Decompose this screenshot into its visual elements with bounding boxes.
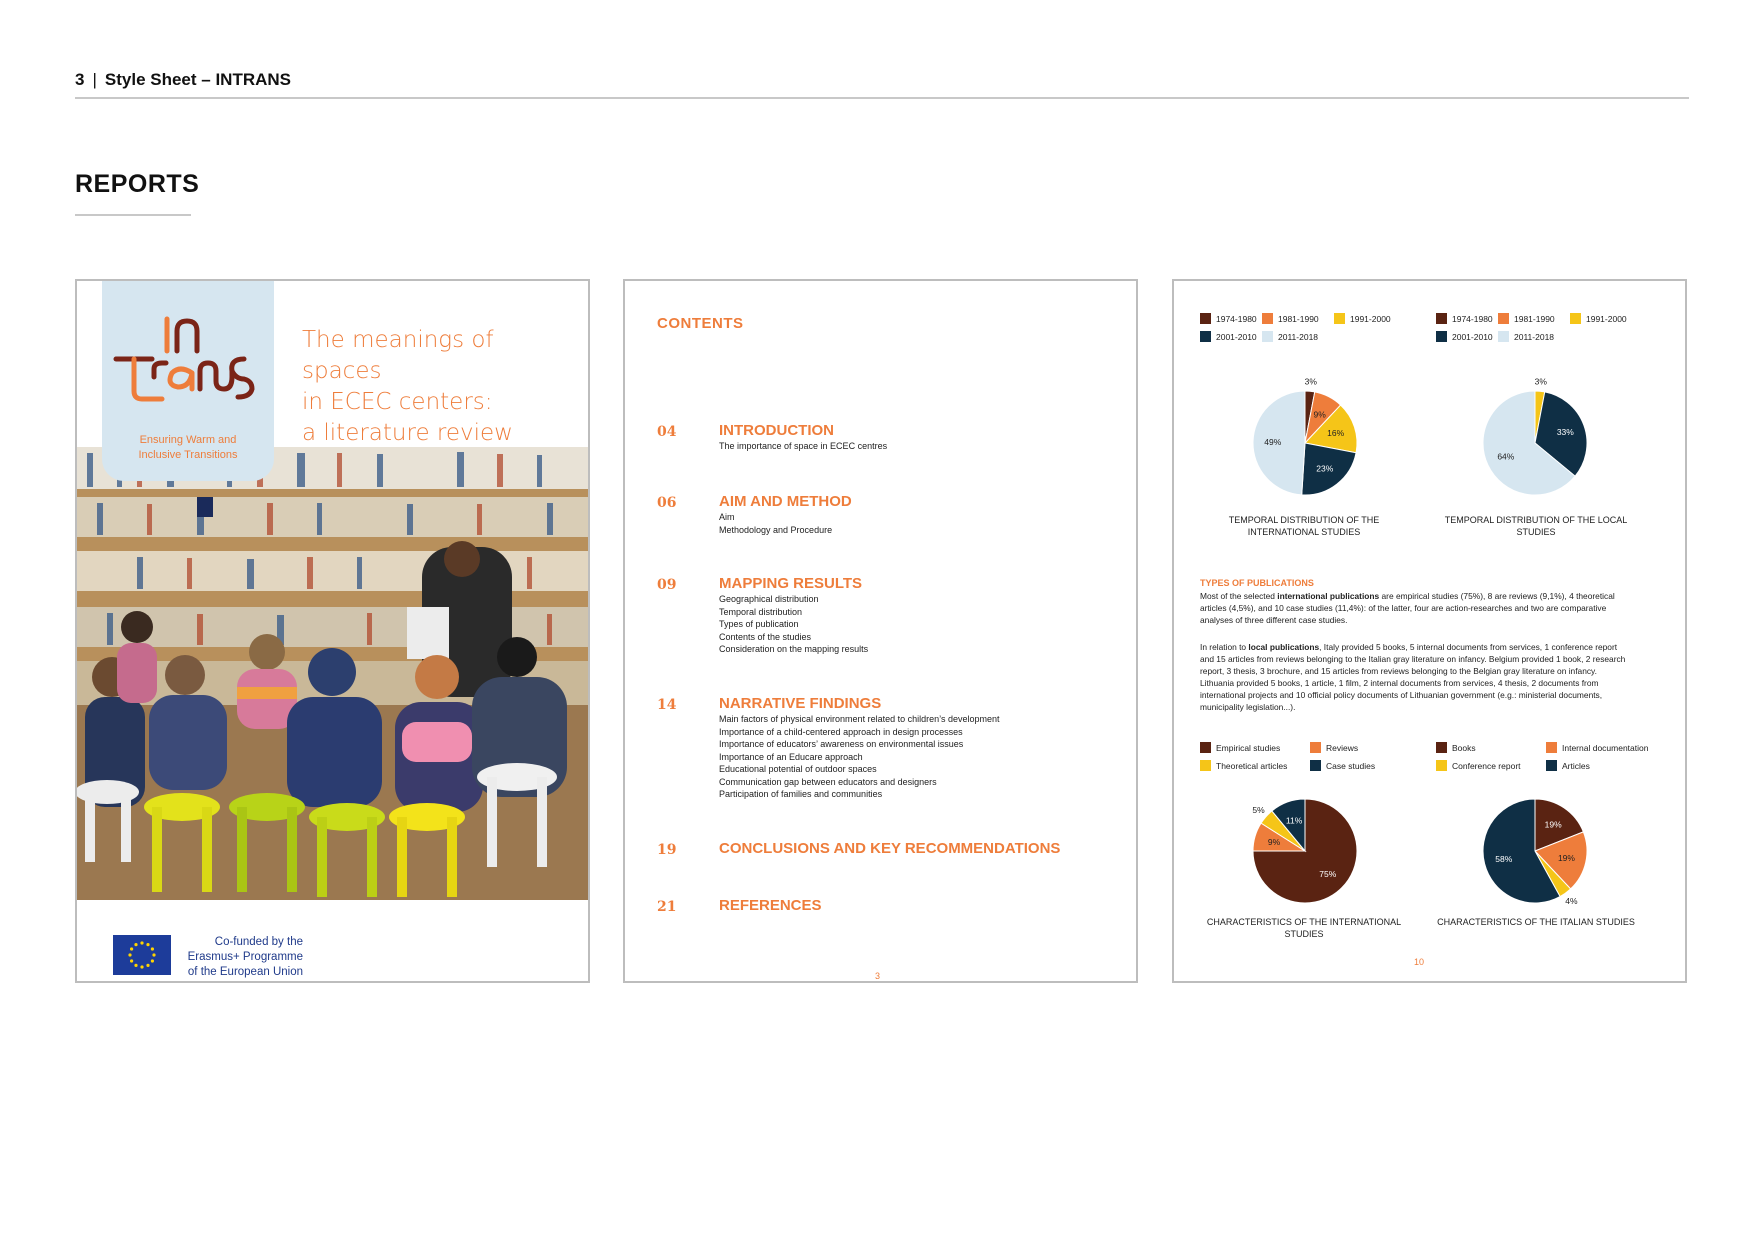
legend-item bbox=[1498, 331, 1554, 342]
chart-legend-temporal-international bbox=[1200, 313, 1420, 349]
toc-entry-page: 09 bbox=[657, 577, 677, 593]
legend-swatch bbox=[1436, 742, 1447, 753]
cover-title-line3: a literature review bbox=[302, 420, 513, 446]
pie-slice-label: 64% bbox=[1497, 451, 1515, 462]
pie-chart-temporal-local bbox=[1450, 373, 1620, 503]
legend-item bbox=[1570, 313, 1627, 324]
toc-sub-item: Methodology and Procedure bbox=[719, 524, 833, 535]
legend-label: 1981-1990 bbox=[1278, 314, 1319, 324]
header-page-number: 3 bbox=[75, 70, 85, 89]
legend-swatch bbox=[1546, 760, 1557, 771]
legend-swatch bbox=[1310, 760, 1321, 771]
legend-item bbox=[1546, 760, 1590, 771]
legend-item bbox=[1200, 313, 1257, 324]
toc-entry-page: 04 bbox=[657, 424, 677, 440]
pie-slice-label: 4% bbox=[1565, 896, 1578, 907]
toc-sub-item: Temporal distribution bbox=[719, 606, 803, 617]
legend-label: Internal documentation bbox=[1562, 743, 1649, 753]
toc-sub-item: Main factors of physical environment related to children’s development bbox=[719, 714, 1000, 724]
report-cover-page bbox=[75, 279, 590, 983]
charts-page-number: 10 bbox=[1414, 957, 1425, 967]
pie-slice-label: 58% bbox=[1495, 854, 1513, 865]
legend-item bbox=[1334, 313, 1391, 324]
legend-item bbox=[1498, 313, 1555, 324]
legend-label: Articles bbox=[1562, 761, 1590, 771]
toc-entry-title: MAPPING RESULTS bbox=[719, 575, 863, 592]
legend-label: Theoretical articles bbox=[1216, 761, 1288, 771]
legend-item bbox=[1262, 313, 1319, 324]
toc-entry-subs bbox=[719, 593, 868, 656]
eu-text-line1: Co-funded by the bbox=[214, 936, 303, 948]
pie-slice-label: 19% bbox=[1544, 819, 1562, 830]
chart-caption-temporal-local: TEMPORAL DISTRIBUTION OF THE LOCAL STUDIES bbox=[1444, 515, 1628, 537]
legend-item bbox=[1200, 331, 1257, 342]
legend-item bbox=[1310, 742, 1358, 753]
types-of-publications-heading: TYPES OF PUBLICATIONS bbox=[1200, 578, 1314, 588]
legend-label: 2001-2010 bbox=[1452, 332, 1493, 342]
legend-item bbox=[1436, 760, 1521, 771]
header-title: Style Sheet – INTRANS bbox=[104, 70, 291, 89]
legend-item bbox=[1200, 760, 1287, 771]
toc-entry-title: REFERENCES bbox=[719, 897, 822, 914]
legend-item bbox=[1546, 742, 1648, 753]
legend-label: Empirical studies bbox=[1216, 743, 1281, 753]
contents-heading: CONTENTS bbox=[657, 315, 744, 332]
pie-slice-label: 33% bbox=[1556, 427, 1574, 438]
cover-title bbox=[302, 325, 572, 449]
toc-entry-subs bbox=[719, 511, 832, 536]
cover-title-line2: in ECEC centers: bbox=[302, 389, 493, 415]
legend-swatch bbox=[1200, 742, 1211, 753]
cover-title-line1: The meanings of spaces bbox=[302, 327, 494, 384]
toc-sub-item: Contents of the studies bbox=[719, 631, 812, 642]
legend-label: Reviews bbox=[1326, 743, 1359, 753]
legend-item bbox=[1262, 331, 1318, 342]
toc-sub-item: Aim bbox=[719, 512, 735, 522]
toc-sub-item: Educational potential of outdoor spaces bbox=[719, 764, 877, 774]
legend-swatch bbox=[1200, 760, 1211, 771]
legend-label: Conference report bbox=[1452, 761, 1521, 771]
pie-chart-international-characteristics bbox=[1220, 791, 1390, 911]
legend-label: 1974-1980 bbox=[1452, 314, 1493, 324]
legend-label: 1991-2000 bbox=[1350, 314, 1391, 324]
report-charts-page bbox=[1172, 279, 1687, 983]
toc-entry-subs bbox=[719, 713, 999, 801]
report-contents-page bbox=[623, 279, 1138, 983]
logo-subtitle-line1: Ensuring Warm and bbox=[139, 434, 237, 446]
toc-entry-page: 21 bbox=[657, 899, 677, 915]
section-underline bbox=[75, 214, 191, 216]
pie-slice-label: 3% bbox=[1534, 376, 1547, 387]
pie-slice-label: 49% bbox=[1264, 436, 1282, 447]
toc-entry-subs bbox=[719, 440, 887, 453]
pie-slice-label: 16% bbox=[1327, 428, 1345, 439]
legend-swatch bbox=[1570, 313, 1581, 324]
legend-swatch bbox=[1498, 313, 1509, 324]
toc-sub-item: Types of publication bbox=[719, 619, 799, 629]
legend-swatch bbox=[1262, 331, 1273, 342]
toc-sub-item: Communication gap between educators and designers bbox=[719, 776, 937, 787]
legend-swatch bbox=[1310, 742, 1321, 753]
legend-label: 2001-2010 bbox=[1216, 332, 1257, 342]
toc-sub-item: Participation of families and communities bbox=[719, 789, 883, 799]
legend-label: Books bbox=[1452, 743, 1476, 753]
page-header bbox=[75, 70, 291, 90]
chart-legend-temporal-local bbox=[1436, 313, 1656, 349]
legend-item bbox=[1310, 760, 1375, 771]
logo-subtitle bbox=[102, 433, 274, 463]
eu-flag-icon bbox=[113, 935, 171, 975]
header-divider bbox=[75, 97, 1689, 99]
toc-sub-item: Importance of educators’ awareness on environmental issues bbox=[719, 739, 964, 749]
toc-sub-item: The importance of space in ECEC centres bbox=[719, 441, 888, 451]
pie-slice-label: 9% bbox=[1267, 837, 1281, 848]
toc-sub-item: Importance of a child-centered approach in design processes bbox=[719, 726, 963, 737]
contents-page-number: 3 bbox=[875, 971, 881, 981]
intrans-logo bbox=[102, 281, 274, 481]
toc-entry-title: CONCLUSIONS AND KEY RECOMMENDATIONS bbox=[719, 840, 1061, 857]
pie-slice-label: 23% bbox=[1316, 463, 1334, 474]
legend-item bbox=[1436, 313, 1493, 324]
legend-item bbox=[1200, 742, 1280, 753]
pie-slice-label: 5% bbox=[1252, 804, 1265, 815]
legend-swatch bbox=[1334, 313, 1345, 324]
toc-entry-page: 14 bbox=[657, 697, 677, 713]
legend-swatch bbox=[1200, 331, 1211, 342]
types-paragraph-2: In relation to local publications, Italy provided 5 books, 5 internal documents from services, 1 conference report and 15 articles from reviews belonging to the Italian gray literature on infancy. Belgium provided 1 book, 2 research report, 3 thesis, 3 brochure, and 15 articles from reviews belonging to the Belgian gray literature on infancy. Lithuania provided 5 books, 1 article, 1 film, 2 internal documents from services, 4 thesis, 2 documents from international projects and 10 official policy documents of Lithuanian government (e.g.: ministerial documents, municipality legislation...). bbox=[1200, 642, 1626, 712]
legend-label: 1981-1990 bbox=[1514, 314, 1555, 324]
legend-swatch bbox=[1200, 313, 1211, 324]
toc-sub-item: Importance of an Educare approach bbox=[719, 751, 863, 762]
toc-entry-page: 19 bbox=[657, 842, 677, 858]
toc-entry-title: NARRATIVE FINDINGS bbox=[719, 695, 882, 712]
chart-caption-international-characteristics: CHARACTERISTICS OF THE INTERNATIONAL STUDIES bbox=[1206, 917, 1402, 939]
types-paragraph-1: Most of the selected international publications are empirical studies (75%), 8 are reviews (9,1%), 4 theoretical articles (4,5%), and 10 case studies (11,4%): of the latter, four are action-researches and two are comparative analyses of three different case studies. bbox=[1200, 591, 1615, 625]
section-title: REPORTS bbox=[75, 170, 200, 198]
chart-caption-italian-characteristics: CHARACTERISTICS OF THE ITALIAN STUDIES bbox=[1437, 917, 1635, 927]
toc-entry-page: 06 bbox=[657, 495, 677, 511]
toc-entry-title: INTRODUCTION bbox=[719, 422, 834, 439]
legend-swatch bbox=[1436, 760, 1447, 771]
eu-text-line3: of the European Union bbox=[187, 966, 303, 978]
pie-slice-label: 3% bbox=[1304, 376, 1317, 387]
pie-slice-label: 9% bbox=[1313, 409, 1326, 420]
legend-swatch bbox=[1436, 331, 1447, 342]
legend-item bbox=[1436, 331, 1493, 342]
pie-slice-label: 75% bbox=[1319, 868, 1337, 879]
legend-label: 2011-2018 bbox=[1278, 332, 1319, 342]
eu-text-line2: Erasmus+ Programme bbox=[187, 951, 303, 963]
header-separator: | bbox=[92, 70, 97, 89]
chart-legend-international-characteristics bbox=[1200, 742, 1430, 778]
intrans-logo-icon bbox=[102, 281, 274, 431]
emphasis: local publications bbox=[1248, 642, 1320, 652]
legend-label: 1991-2000 bbox=[1586, 314, 1627, 324]
cover-photo bbox=[77, 447, 588, 900]
legend-label: Case studies bbox=[1326, 761, 1376, 771]
legend-label: 2011-2018 bbox=[1514, 332, 1555, 342]
pie-slice-label: 11% bbox=[1285, 815, 1303, 826]
legend-item bbox=[1436, 742, 1476, 753]
emphasis: international publications bbox=[1277, 591, 1380, 601]
legend-swatch bbox=[1546, 742, 1557, 753]
pie-chart-temporal-international bbox=[1220, 373, 1390, 503]
pie-chart-italian-characteristics bbox=[1450, 791, 1620, 911]
pie-slice-label: 19% bbox=[1557, 853, 1575, 864]
toc-sub-item: Geographical distribution bbox=[719, 594, 819, 604]
eu-cofunding-text bbox=[177, 935, 303, 980]
legend-label: 1974-1980 bbox=[1216, 314, 1257, 324]
legend-swatch bbox=[1262, 313, 1273, 324]
chart-caption-temporal-international: TEMPORAL DISTRIBUTION OF THE INTERNATIONAL STUDIES bbox=[1228, 515, 1380, 537]
logo-subtitle-line2: Inclusive Transitions bbox=[138, 449, 238, 461]
legend-swatch bbox=[1498, 331, 1509, 342]
toc-entry-title: AIM AND METHOD bbox=[719, 493, 852, 510]
chart-legend-italian-characteristics bbox=[1436, 742, 1676, 778]
legend-swatch bbox=[1436, 313, 1447, 324]
toc-sub-item: Consideration on the mapping results bbox=[719, 644, 869, 654]
